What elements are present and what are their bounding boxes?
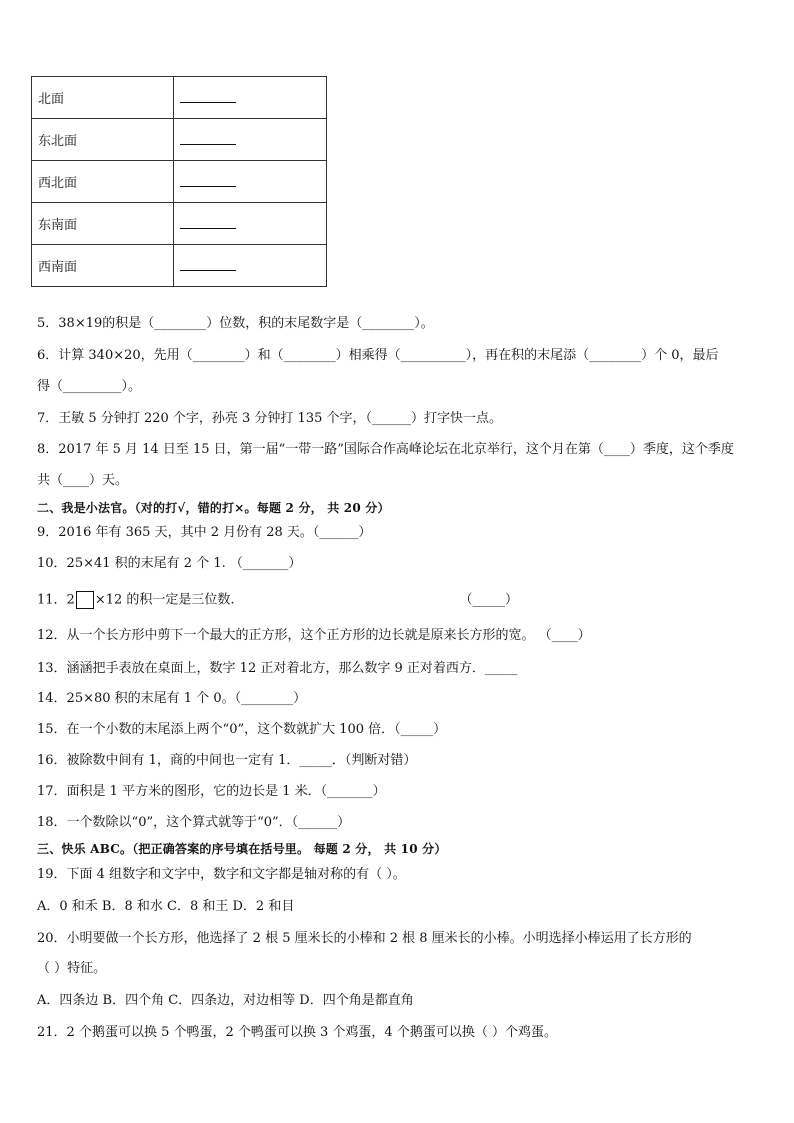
question-11-answer: （_____） [459,592,519,608]
table-row [32,203,327,245]
question-12: 12．从一个长方形中剪下一个最大的正方形，这个正方形的边长就是原来长方形的宽。 （____） [37,628,591,643]
question-20-options: A．四条边 B．四个角 C．四条边，对边相等 D．四个角是都直角 [37,993,414,1008]
direction-label: 东南面 [32,203,174,245]
table-row [32,245,327,287]
question-8: 8．2017 年 5 月 14 日至 15 日，第一届“一带一路”国际合作高峰论坛在北京举行，这个月在第（____）季度，这个季度 [37,442,734,457]
direction-label: 北面 [32,77,174,119]
question-6: 6．计算 340×20，先用（________）和（________）相乘得（__________），再在积的末尾添（________）个 0，最后 [37,348,719,363]
answer-cell[interactable] [174,119,327,161]
question-19: 19．下面 4 组数字和文字中，数字和文字都是轴对称的有（ ）。 [37,867,406,882]
answer-blank[interactable] [180,172,236,187]
question-18: 18．一个数除以“0”，这个算式就等于“0”．（______） [37,815,351,830]
question-11-prefix: 11．2 [37,592,75,608]
question-19-options: A．0 和禾 B．8 和水 C．8 和王 D．2 和目 [37,899,295,914]
question-20-cont: （ ）特征。 [37,961,107,976]
direction-label: 西北面 [32,161,174,203]
direction-label: 西南面 [32,245,174,287]
question-11-text: ×12 的积一定是三位数. [94,592,235,608]
question-13: 13．涵涵把手表放在桌面上，数字 12 正对着北方，那么数字 9 正对着西方．_____ [37,661,518,676]
question-8-cont: 共（____）天。 [37,473,129,488]
question-14: 14．25×80 积的末尾有 1 个 0。（________） [37,691,307,706]
question-7: 7．王敏 5 分钟打 220 个字，孙亮 3 分钟打 135 个字，（______）打字快一点。 [37,411,502,426]
answer-cell[interactable] [174,77,327,119]
section-3-heading: 三、快乐 ABC。（把正确答案的序号填在括号里。 每题 2 分， 共 10 分） [37,842,447,856]
answer-cell[interactable] [174,203,327,245]
question-17: 17．面积是 1 平方米的图形，它的边长是 1 米．（_______） [37,784,386,799]
answer-cell[interactable] [174,245,327,287]
direction-table [31,76,327,287]
question-11 [37,591,518,610]
digit-box[interactable] [76,591,94,609]
question-10: 10．25×41 积的末尾有 2 个 1. （_______） [37,556,302,571]
table-row [32,119,327,161]
direction-label: 东北面 [32,119,174,161]
answer-blank[interactable] [180,130,236,145]
answer-blank[interactable] [180,256,236,271]
table-row [32,77,327,119]
answer-blank[interactable] [180,214,236,229]
question-5: 5．38×19的积是（________）位数，积的末尾数字是（________）。 [37,316,434,331]
answer-blank[interactable] [180,88,236,103]
question-16: 16．被除数中间有 1，商的中间也一定有 1．_____．（判断对错） [37,753,417,768]
question-15: 15．在一个小数的末尾添上两个“0”，这个数就扩大 100 倍．（_____） [37,722,447,737]
question-6-cont: 得（_________）。 [37,379,142,394]
table-row [32,161,327,203]
answer-cell[interactable] [174,161,327,203]
question-9: 9．2016 年有 365 天，其中 2 月份有 28 天。（______） [37,525,372,540]
question-20: 20．小明要做一个长方形，他选择了 2 根 5 厘米长的小棒和 2 根 8 厘米长的小棒。小明选择小棒运用了长方形的 [37,931,692,946]
section-2-heading: 二、我是小法官。（对的打√，错的打×。每题 2 分， 共 20 分） [37,501,390,515]
question-21: 21．2 个鹅蛋可以换 5 个鸭蛋，2 个鸭蛋可以换 3 个鸡蛋，4 个鹅蛋可以换（ ）个鸡蛋。 [37,1025,557,1040]
